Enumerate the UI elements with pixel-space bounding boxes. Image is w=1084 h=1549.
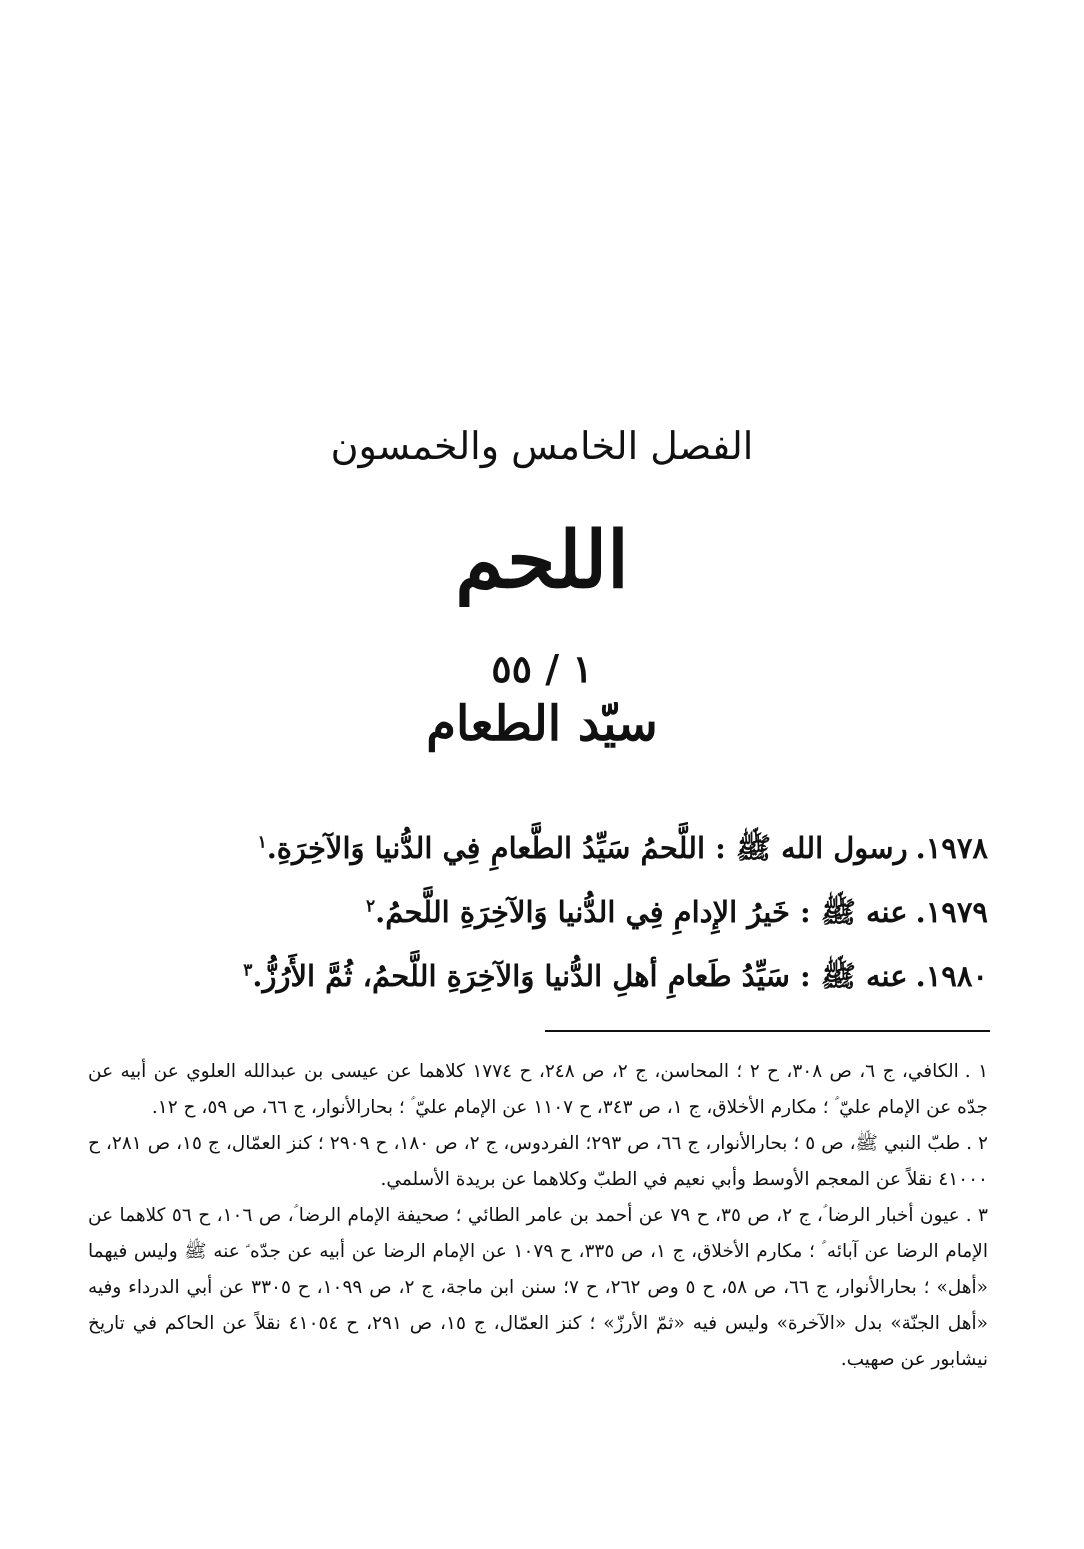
section-number: ١ / ٥٥ [491, 646, 593, 691]
hadith-number: ١٩٧٩. [915, 895, 988, 929]
footnote-text: عيون أخبار الرضا ؑ، ج ٢، ص ٣٥، ح ٧٩ عن أحمد بن عامر الطائي ؛ صحيفة الإمام الرضا ؑ، ص ١٠٦، ح ٥٦ كلاهما عن الإمام الرضا عن آبائه ؑ ؛ مكارم الأخلاق، ج ١، ص ٣٣٥، ح ١٠٧٩ عن الإمام الرضا عن أبيه عن جدّه ؑ عنه ﷺ وليس فيهما «أهل» ؛ بحارالأنوار، ج ٦٦، ص ٥٨، ح ٥ وص ٢٦٢، ح ٧؛ سنن ابن ماجة، ج ٢، ص ١٠٩٩، ح ٣٣٠٥ عن أبي الدرداء وفيه «أهل الجنّة» بدل «الآخرة» وليس فيه «ثمّ الأرزّ» ؛ كنز العمّال، ج ١٥، ص ٢٩١، ح ٤١٠٥٤ نقلاً عن الحاكم في تاريخ نيشابور عن صهيب. [88, 1205, 988, 1370]
hadith-list [88, 816, 988, 1008]
section-title: سيّد الطعام [426, 696, 658, 752]
footnote-ref[interactable]: ٢ [365, 896, 376, 917]
footnote-divider [545, 1030, 990, 1032]
topic-title: اللحم [455, 515, 629, 606]
footnote-text: طبّ النبي ﷺ، ص ٥ ؛ بحارالأنوار، ج ٦٦، ص ٢٩٣؛ الفردوس، ج ٢، ص ١٨٠، ح ٢٩٠٩ ؛ كنز العمّال، ج ١٥، ص ٢٨١، ح ٤١٠٠٠ نقلاً عن المعجم الأوسط وأبي نعيم في الطبّ وكلاهما عن بريدة الأسلمي. [88, 1133, 988, 1190]
footnote-ref[interactable]: ٣ [243, 960, 253, 981]
footnote-number: ١ . [964, 1061, 989, 1082]
hadith-1978 [88, 816, 988, 880]
hadith-1979 [88, 880, 988, 944]
footnote-1 [88, 1054, 988, 1126]
footnote-number: ٢ . [966, 1133, 988, 1154]
footnote-text: الكافي، ج ٦، ص ٣٠٨، ح ٢ ؛ المحاسن، ج ٢، ص ٢٤٨، ح ١٧٧٤ كلاهما عن عيسى بن عبدالله العلوي عن أبيه عن جدّه عن الإمام عليّ ؑ ؛ مكارم الأخلاق، ج ١، ص ٣٤٣، ح ١١٠٧ عن الإمام عليّ ؑ ؛ بحارالأنوار، ج ٦٦، ص ٥٩، ح ١٢. [88, 1061, 988, 1118]
footnote-2 [88, 1126, 988, 1198]
hadith-text: رسول الله ﷺ : اللَّحمُ سَيِّدُ الطَّعامِ فِي الدُّنيا وَالآخِرَةِ. [266, 831, 908, 865]
hadith-number: ١٩٨٠. [915, 959, 988, 993]
footnotes [88, 1054, 988, 1378]
hadith-1980 [88, 944, 988, 1008]
hadith-text: عنه ﷺ : سَيِّدُ طَعامِ أهلِ الدُّنيا وَالآخِرَةِ اللَّحمُ، ثُمَّ الأَرُزُّ. [252, 959, 908, 993]
hadith-number: ١٩٧٨. [915, 831, 988, 865]
chapter-heading: الفصل الخامس والخمسون [330, 424, 754, 468]
hadith-text: عنه ﷺ : خَيرُ الإِدامِ فِي الدُّنيا وَالآخِرَةِ اللَّحمُ. [375, 895, 908, 929]
footnote-number: ٣ . [965, 1205, 988, 1226]
footnote-3 [88, 1198, 988, 1378]
footnote-ref[interactable]: ١ [257, 832, 267, 853]
